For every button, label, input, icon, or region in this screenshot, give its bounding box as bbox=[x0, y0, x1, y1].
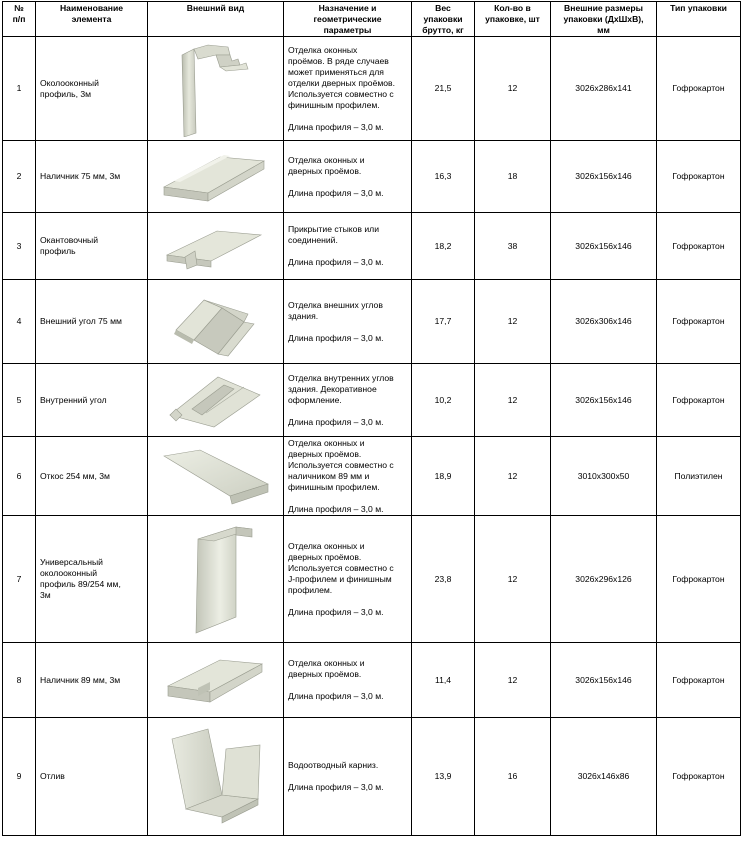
row-image bbox=[148, 280, 284, 364]
row-image bbox=[148, 141, 284, 213]
row-qty: 12 bbox=[475, 280, 551, 364]
slope-panel-icon bbox=[160, 446, 272, 506]
row-desc-cell bbox=[284, 213, 412, 280]
row-desc-cell bbox=[284, 516, 412, 643]
row-weight: 23,8 bbox=[412, 516, 475, 643]
row-image bbox=[148, 643, 284, 718]
row-qty: 38 bbox=[475, 213, 551, 280]
row-name: Наличник 89 мм, 3м bbox=[36, 643, 148, 718]
row-pack: Полиэтилен bbox=[657, 437, 741, 516]
row-pack: Гофрокартон bbox=[657, 213, 741, 280]
table-row bbox=[3, 516, 741, 643]
row-pack: Гофрокартон bbox=[657, 141, 741, 213]
profiles-table bbox=[2, 1, 741, 836]
row-name: Околооконный профиль, 3м bbox=[36, 37, 148, 141]
row-desc-cell bbox=[284, 364, 412, 437]
row-desc-cell bbox=[284, 718, 412, 836]
inner-corner-icon bbox=[162, 369, 270, 431]
row-weight: 10,2 bbox=[412, 364, 475, 437]
header-num: № п/п bbox=[3, 2, 36, 37]
row-name: Окантовочный профиль bbox=[36, 213, 148, 280]
row-num: 8 bbox=[3, 643, 36, 718]
table-row bbox=[3, 643, 741, 718]
window-profile-icon bbox=[176, 41, 256, 137]
row-name: Наличник 75 мм, 3м bbox=[36, 141, 148, 213]
row-num: 3 bbox=[3, 213, 36, 280]
row-desc-cell bbox=[284, 141, 412, 213]
row-weight: 21,5 bbox=[412, 37, 475, 141]
row-num: 2 bbox=[3, 141, 36, 213]
edging-profile-icon bbox=[161, 221, 271, 271]
row-name: Отлив bbox=[36, 718, 148, 836]
row-weight: 17,7 bbox=[412, 280, 475, 364]
row-length: Длина профиля – 3,0 м. bbox=[288, 691, 384, 701]
row-size: 3026x156x146 bbox=[551, 364, 657, 437]
casing-89-icon bbox=[162, 652, 270, 708]
row-length: Длина профиля – 3,0 м. bbox=[288, 782, 384, 792]
table-row bbox=[3, 280, 741, 364]
row-desc-cell bbox=[284, 437, 412, 516]
header-weight: Вес упаковки брутто, кг bbox=[412, 2, 475, 37]
row-desc: Отделка оконных и дверных проёмов. bbox=[288, 658, 365, 679]
row-num: 5 bbox=[3, 364, 36, 437]
row-size: 3026x306x146 bbox=[551, 280, 657, 364]
row-image bbox=[148, 437, 284, 516]
row-pack: Гофрокартон bbox=[657, 280, 741, 364]
row-weight: 18,9 bbox=[412, 437, 475, 516]
row-num: 9 bbox=[3, 718, 36, 836]
row-length: Длина профиля – 3,0 м. bbox=[288, 257, 384, 267]
row-length: Длина профиля – 3,0 м. bbox=[288, 187, 384, 198]
row-desc-cell bbox=[284, 643, 412, 718]
row-name: Внутренний угол bbox=[36, 364, 148, 437]
row-num: 1 bbox=[3, 37, 36, 141]
row-size: 3010x300x50 bbox=[551, 437, 657, 516]
row-weight: 13,9 bbox=[412, 718, 475, 836]
row-name: Откос 254 мм, 3м bbox=[36, 437, 148, 516]
row-size: 3026x296x126 bbox=[551, 516, 657, 643]
row-weight: 16,3 bbox=[412, 141, 475, 213]
row-desc-cell bbox=[284, 37, 412, 141]
row-size: 3026x286x141 bbox=[551, 37, 657, 141]
row-desc: Отделка оконных проёмов. В ряде случаев может применяться для отделки дверных проёмов. Используется совместно с финишным профилем. bbox=[288, 44, 395, 110]
row-pack: Гофрокартон bbox=[657, 364, 741, 437]
row-size: 3026x156x146 bbox=[551, 141, 657, 213]
row-qty: 16 bbox=[475, 718, 551, 836]
table-row bbox=[3, 364, 741, 437]
row-image bbox=[148, 213, 284, 280]
row-qty: 18 bbox=[475, 141, 551, 213]
row-length: Длина профиля – 3,0 м. bbox=[288, 121, 384, 132]
row-name: Внешний угол 75 мм bbox=[36, 280, 148, 364]
universal-profile-icon bbox=[174, 521, 258, 637]
header-size: Внешние размеры упаковки (ДхШхВ), мм bbox=[551, 2, 657, 37]
table-row bbox=[3, 141, 741, 213]
row-num: 4 bbox=[3, 280, 36, 364]
row-length: Длина профиля – 3,0 м. bbox=[288, 503, 384, 514]
table-row bbox=[3, 213, 741, 280]
row-qty: 12 bbox=[475, 643, 551, 718]
header-pack: Тип упаковки bbox=[657, 2, 741, 37]
row-image bbox=[148, 516, 284, 643]
drip-cap-icon bbox=[166, 725, 266, 829]
row-desc: Отделка оконных и дверных проёмов. Используется совместно с наличником 89 мм и финишным профилем. bbox=[288, 437, 394, 492]
row-pack: Гофрокартон bbox=[657, 643, 741, 718]
header-view: Внешний вид bbox=[148, 2, 284, 37]
row-desc: Прикрытие стыков или соединений. bbox=[288, 224, 379, 245]
row-image bbox=[148, 37, 284, 141]
row-name: Универсальный околооконный профиль 89/254 мм, 3м bbox=[36, 516, 148, 643]
row-image bbox=[148, 718, 284, 836]
row-desc: Отделка оконных и дверных проёмов. Используется совместно с J-профилем и финишным профилем. bbox=[288, 540, 394, 595]
row-weight: 18,2 bbox=[412, 213, 475, 280]
casing-profile-icon bbox=[160, 147, 272, 207]
row-num: 7 bbox=[3, 516, 36, 643]
row-qty: 12 bbox=[475, 364, 551, 437]
row-length: Длина профиля – 3,0 м. bbox=[288, 332, 384, 343]
header-name: Наименование элемента bbox=[36, 2, 148, 37]
row-qty: 12 bbox=[475, 37, 551, 141]
row-desc: Отделка оконных и дверных проёмов. bbox=[288, 154, 365, 176]
row-length: Длина профиля – 3,0 м. bbox=[288, 416, 384, 427]
header-qty: Кол-во в упаковке, шт bbox=[475, 2, 551, 37]
row-size: 3026x146x86 bbox=[551, 718, 657, 836]
table-header-row bbox=[3, 2, 741, 37]
row-qty: 12 bbox=[475, 516, 551, 643]
header-purpose: Назначение и геометрические параметры bbox=[284, 2, 412, 37]
row-length: Длина профиля – 3,0 м. bbox=[288, 606, 384, 617]
row-pack: Гофрокартон bbox=[657, 37, 741, 141]
row-size: 3026x156x146 bbox=[551, 213, 657, 280]
row-size: 3026x156x146 bbox=[551, 643, 657, 718]
table-row bbox=[3, 437, 741, 516]
row-desc: Отделка внутренних углов здания. Декоративное оформление. bbox=[288, 372, 394, 405]
row-desc: Отделка внешних углов здания. bbox=[288, 299, 383, 321]
row-num: 6 bbox=[3, 437, 36, 516]
row-pack: Гофрокартон bbox=[657, 516, 741, 643]
row-desc-cell bbox=[284, 280, 412, 364]
row-image bbox=[148, 364, 284, 437]
table-row bbox=[3, 718, 741, 836]
row-pack: Гофрокартон bbox=[657, 718, 741, 836]
outer-corner-icon bbox=[164, 286, 268, 358]
row-weight: 11,4 bbox=[412, 643, 475, 718]
table-row bbox=[3, 37, 741, 141]
row-desc: Водоотводный карниз. bbox=[288, 760, 379, 770]
row-qty: 12 bbox=[475, 437, 551, 516]
